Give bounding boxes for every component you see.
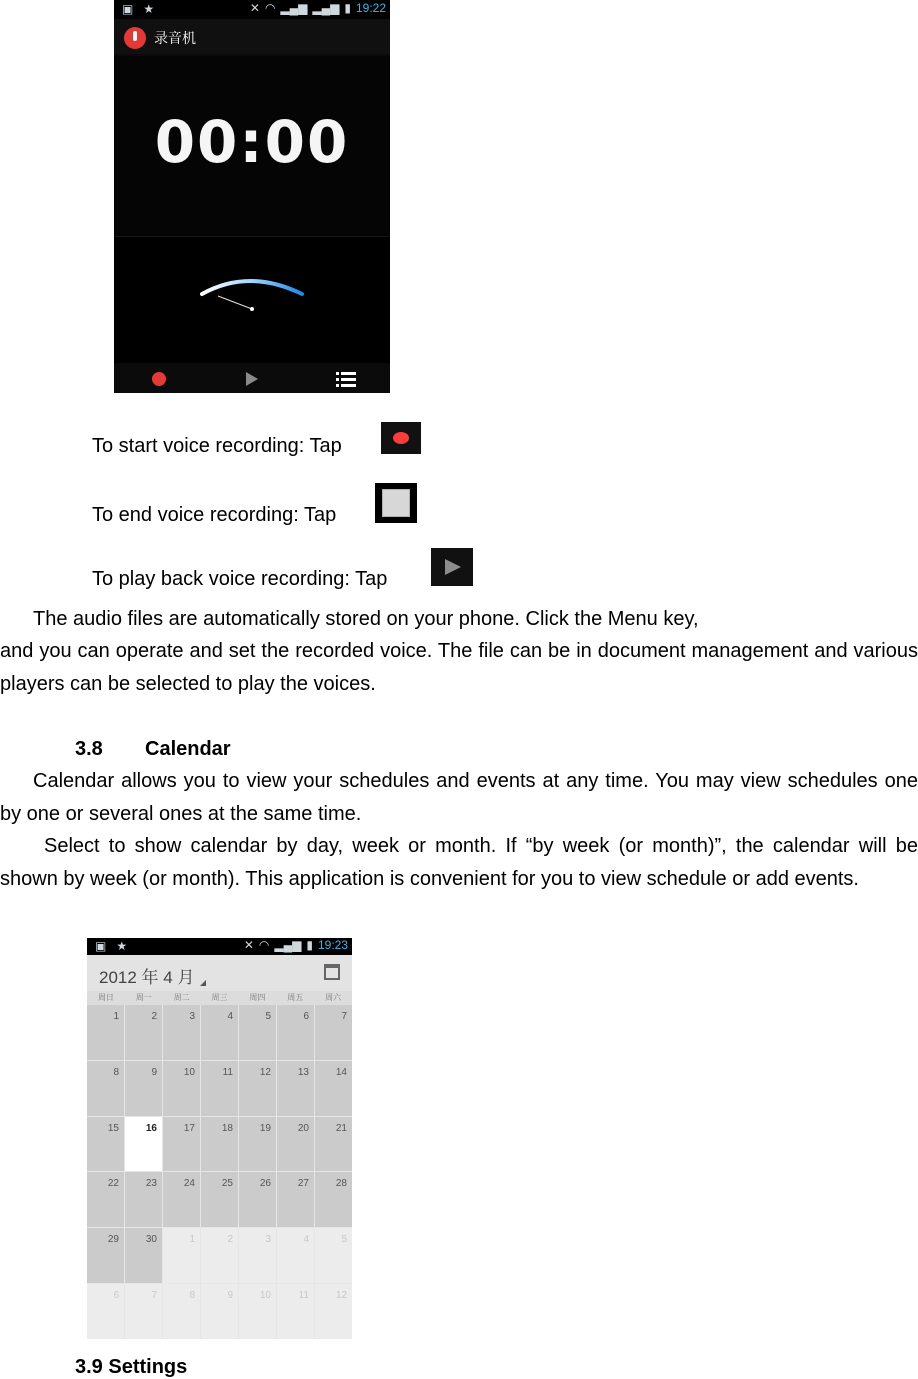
calendar-day-number: 8 (113, 1066, 119, 1078)
star-icon: ★ (143, 2, 155, 16)
battery-icon: ▮ (344, 1, 351, 15)
calendar-day[interactable] (125, 1005, 162, 1060)
calendar-day-number: 4 (227, 1011, 233, 1022)
calendar-day-number: 3 (265, 1234, 271, 1246)
calendar-day[interactable] (277, 1061, 314, 1116)
calendar-day[interactable] (239, 1117, 276, 1172)
calendar-day[interactable] (87, 1005, 124, 1060)
calendar-day-number: 6 (113, 1290, 119, 1302)
recorder-screenshot (114, 0, 390, 393)
calendar-day-number: 23 (145, 1178, 157, 1190)
mute-icon: ✕ (243, 938, 254, 952)
status-bar (114, 0, 390, 19)
calendar-day-number: 24 (183, 1178, 195, 1190)
vu-meter-pivot (250, 307, 254, 311)
calendar-day[interactable] (277, 1284, 314, 1339)
calendar-day[interactable] (239, 1172, 276, 1227)
calendar-day-number: 11 (222, 1066, 233, 1078)
calendar-day[interactable] (315, 1005, 352, 1060)
signal-icon: ▂▄▆ (280, 1, 308, 15)
calendar-day-number: 13 (297, 1066, 309, 1078)
calendar-day-number: 1 (189, 1234, 195, 1246)
calendar-day[interactable] (201, 1284, 238, 1339)
calendar-day-number: 14 (335, 1066, 347, 1078)
calendar-day[interactable] (125, 1061, 162, 1116)
calendar-day[interactable] (163, 1117, 200, 1172)
calendar-day-number: 26 (259, 1178, 271, 1190)
calendar-paragraph-2: Select to show calendar by day, week or month. If “by week (or month)”, the calendar will be shown by week (or month). This application is convenient for you to view schedule or add events. (0, 835, 918, 890)
calendar-day-number: 18 (221, 1122, 233, 1134)
calendar-day-number: 3 (189, 1011, 195, 1022)
status-bar (87, 938, 352, 955)
calendar-header (87, 955, 352, 991)
calendar-day[interactable] (315, 1228, 352, 1283)
calendar-day-number: 12 (259, 1066, 271, 1078)
calendar-day[interactable] (87, 1061, 124, 1116)
instruction-start: To start voice recording: Tap (92, 435, 342, 457)
calendar-day[interactable] (277, 1005, 314, 1060)
month-title[interactable]: 2012 年 4 月 (99, 963, 194, 988)
calendar-day[interactable] (87, 1172, 124, 1227)
weekday-label: 周三 (211, 993, 228, 1002)
status-time: 19:23 (317, 938, 348, 952)
vu-meter-arc (202, 281, 302, 294)
calendar-day[interactable] (87, 1117, 124, 1172)
recorder-controls (114, 363, 390, 393)
calendar-day[interactable] (163, 1005, 200, 1060)
calendar-day[interactable] (277, 1172, 314, 1227)
calendar-day-number: 10 (259, 1290, 271, 1302)
record-icon (381, 422, 421, 454)
battery-icon: ▮ (306, 938, 313, 952)
picture-icon: ▣ (122, 2, 134, 16)
calendar-day-number: 1 (113, 1011, 119, 1022)
app-title: 录音机 (154, 30, 196, 46)
storage-paragraph-body: and you can operate and set the recorded voice. The file can be in document management and various players can be selected to play the voices. (0, 640, 918, 695)
calendar-day-number: 11 (298, 1290, 309, 1302)
status-time: 19:22 (355, 1, 386, 15)
record-button[interactable] (152, 372, 166, 386)
calendar-day[interactable] (239, 1228, 276, 1283)
calendar-day[interactable] (125, 1284, 162, 1339)
calendar-day-number: 25 (221, 1178, 233, 1190)
calendar-day[interactable] (87, 1284, 124, 1339)
calendar-day-number: 15 (107, 1122, 119, 1134)
picture-icon: ▣ (95, 939, 107, 953)
calendar-day[interactable] (315, 1061, 352, 1116)
recording-list-icon[interactable] (336, 371, 356, 387)
calendar-day[interactable] (239, 1061, 276, 1116)
weekday-label: 周日 (97, 993, 114, 1002)
calendar-day[interactable] (315, 1117, 352, 1172)
calendar-day-number: 8 (189, 1290, 195, 1302)
play-button[interactable] (246, 372, 258, 386)
section-settings-title: 3.9 Settings (75, 1356, 188, 1378)
signal2-icon: ▂▄▆ (312, 1, 340, 15)
calendar-day[interactable] (277, 1228, 314, 1283)
calendar-day[interactable] (315, 1172, 352, 1227)
calendar-day[interactable] (277, 1117, 314, 1172)
calendar-day[interactable] (239, 1284, 276, 1339)
weekday-label: 周六 (325, 993, 342, 1002)
calendar-day[interactable] (239, 1005, 276, 1060)
calendar-day[interactable] (125, 1172, 162, 1227)
recording-timer: 00:00 (154, 108, 350, 176)
calendar-day[interactable] (201, 1172, 238, 1227)
calendar-day-number: 12 (335, 1290, 347, 1302)
calendar-day-number: 29 (107, 1234, 119, 1246)
calendar-day-number: 7 (341, 1011, 347, 1022)
timer-panel (114, 56, 390, 237)
vu-meter (194, 270, 304, 320)
calendar-day[interactable] (201, 1117, 238, 1172)
signal-icon: ▂▄▆ (274, 938, 302, 952)
weekday-label: 周四 (249, 993, 266, 1002)
calendar-day[interactable] (163, 1228, 200, 1283)
weekday-label: 周五 (287, 993, 304, 1002)
instruction-end: To end voice recording: Tap (92, 504, 337, 526)
play-icon (431, 548, 473, 586)
storage-paragraph-line1: The audio files are automatically stored on your phone. Click the Menu key, (33, 608, 699, 630)
calendar-day-number: 5 (341, 1234, 347, 1246)
section-title: Calendar (145, 738, 231, 760)
calendar-day-number: 20 (297, 1122, 309, 1134)
calendar-day-number: 9 (151, 1066, 157, 1078)
calendar-day[interactable] (163, 1172, 200, 1227)
calendar-day-number: 30 (145, 1234, 157, 1246)
calendar-day-number: 2 (227, 1234, 233, 1246)
mute-icon: ✕ (249, 1, 260, 15)
weekday-row (87, 991, 352, 1005)
weekday-label: 周二 (173, 993, 190, 1002)
instruction-play: To play back voice recording: Tap (92, 568, 388, 590)
star-icon: ★ (116, 939, 128, 953)
app-bar (114, 19, 390, 56)
calendar-day-number: 10 (183, 1066, 195, 1078)
calendar-day-number: 22 (107, 1178, 119, 1190)
calendar-day-number: 7 (151, 1290, 157, 1302)
calendar-day-number: 2 (151, 1011, 157, 1022)
calendar-paragraph-1: Calendar allows you to view your schedules and events at any time. You may view schedules one by one or several ones at the same time. (0, 770, 918, 825)
calendar-day-number: 9 (227, 1290, 233, 1302)
calendar-day[interactable] (201, 1005, 238, 1060)
calendar-day-number: 28 (335, 1178, 347, 1190)
calendar-day[interactable] (315, 1284, 352, 1339)
calendar-day-today[interactable] (125, 1117, 162, 1172)
calendar-day[interactable] (201, 1061, 238, 1116)
month-grid (87, 1005, 352, 1339)
calendar-day-number: 17 (183, 1122, 195, 1134)
calendar-screenshot (87, 938, 352, 1339)
weekday-label: 周一 (135, 993, 152, 1002)
calendar-day-number: 16 (145, 1122, 157, 1134)
calendar-day[interactable] (163, 1061, 200, 1116)
calendar-day-number: 27 (297, 1178, 309, 1190)
calendar-day-number: 6 (303, 1011, 309, 1022)
wifi-icon: ◠ (264, 1, 276, 15)
calendar-day[interactable] (87, 1228, 124, 1283)
wifi-icon: ◠ (258, 938, 270, 952)
calendar-today-icon[interactable] (324, 964, 340, 980)
microphone-icon (124, 27, 146, 49)
stop-icon (375, 483, 417, 523)
calendar-day[interactable] (125, 1228, 162, 1283)
calendar-day-number: 21 (335, 1122, 347, 1134)
calendar-day-number: 4 (303, 1234, 309, 1246)
calendar-day-number: 19 (259, 1122, 271, 1134)
section-number: 3.8 (75, 738, 103, 760)
calendar-day[interactable] (201, 1228, 238, 1283)
vu-meter-needle (218, 296, 252, 309)
calendar-day[interactable] (163, 1284, 200, 1339)
calendar-day-number: 5 (265, 1011, 271, 1022)
